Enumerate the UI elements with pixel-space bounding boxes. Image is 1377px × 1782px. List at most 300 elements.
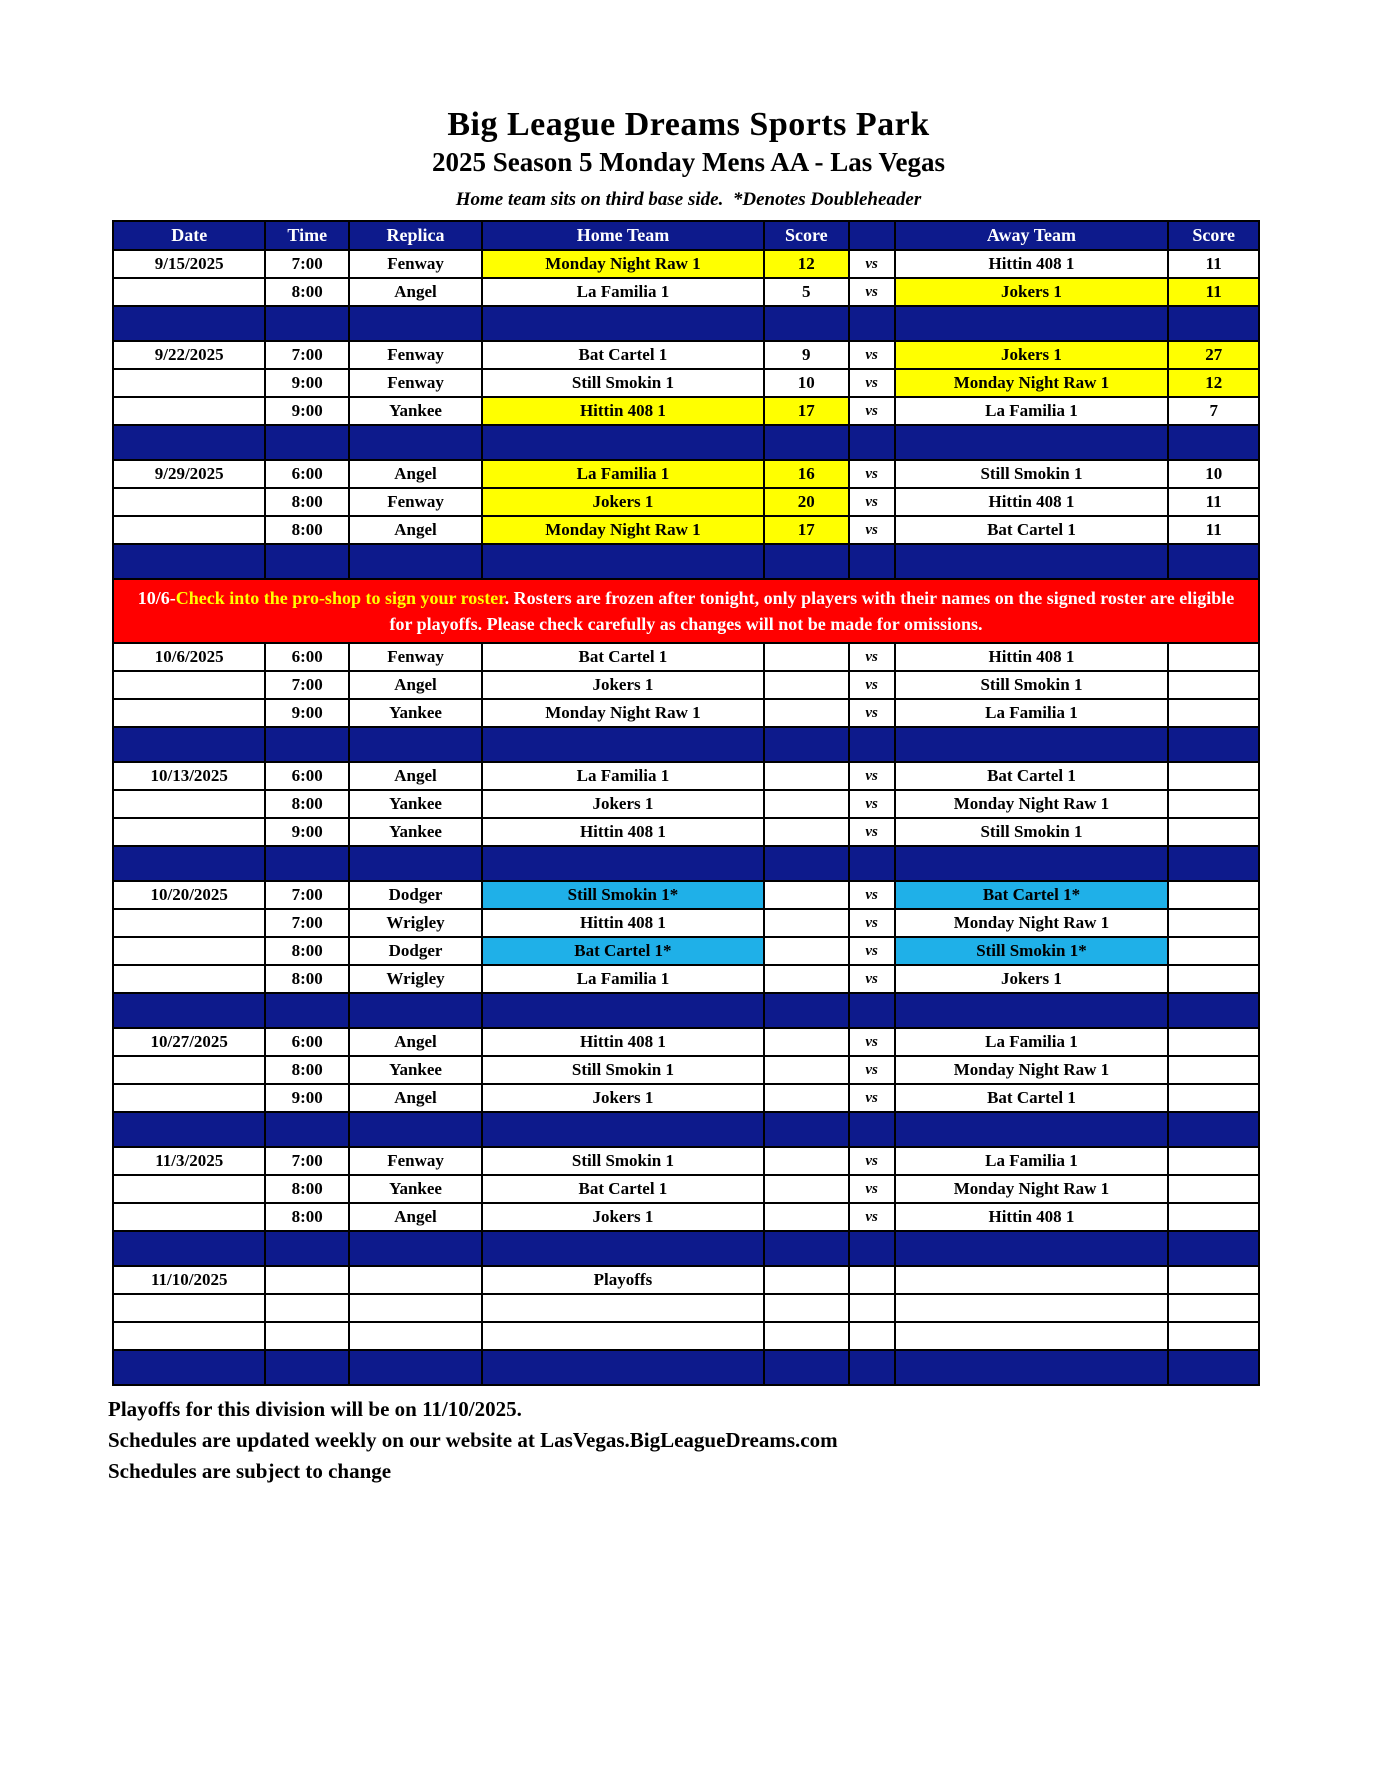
separator-row: [113, 544, 1259, 579]
home-team-cell: Jokers 1: [482, 488, 764, 516]
vs-label: vs: [849, 1028, 895, 1056]
separator-cell: [895, 425, 1169, 460]
banner-segment: Check into the pro-shop to sign your roster: [175, 588, 505, 608]
separator-cell: [895, 846, 1169, 881]
time-cell: 9:00: [265, 397, 349, 425]
replica-cell: Fenway: [349, 1147, 482, 1175]
home-score-cell: [764, 1294, 849, 1322]
roster-banner: [113, 579, 1259, 643]
game-row: [113, 937, 1259, 965]
home-team-cell: Bat Cartel 1*: [482, 937, 764, 965]
replica-cell: Yankee: [349, 790, 482, 818]
vs-label: vs: [849, 1056, 895, 1084]
game-row: [113, 1028, 1259, 1056]
separator-cell: [482, 1112, 764, 1147]
separator-cell: [265, 306, 349, 341]
time-cell: 8:00: [265, 1056, 349, 1084]
table-header: [113, 221, 1259, 250]
vs-label: vs: [849, 516, 895, 544]
home-score-cell: [764, 1028, 849, 1056]
separator-row: [113, 846, 1259, 881]
away-score-cell: 11: [1168, 278, 1259, 306]
game-row: [113, 699, 1259, 727]
header-cell-away-team: Away Team: [895, 221, 1169, 250]
separator-cell: [764, 425, 849, 460]
separator-cell: [482, 1231, 764, 1266]
date-cell: [113, 1294, 265, 1322]
vs-label: vs: [849, 460, 895, 488]
date-cell: [113, 937, 265, 965]
home-team-cell: Jokers 1: [482, 671, 764, 699]
time-cell: 8:00: [265, 278, 349, 306]
time-cell: [265, 1294, 349, 1322]
time-cell: 9:00: [265, 1084, 349, 1112]
separator-cell: [849, 544, 895, 579]
home-team-cell: Still Smokin 1: [482, 369, 764, 397]
away-score-cell: [1168, 1056, 1259, 1084]
date-cell: 9/15/2025: [113, 250, 265, 278]
replica-cell: Yankee: [349, 699, 482, 727]
away-team-cell: Monday Night Raw 1: [895, 369, 1169, 397]
away-score-cell: [1168, 1322, 1259, 1350]
away-team-cell: Hittin 408 1: [895, 488, 1169, 516]
vs-label: vs: [849, 937, 895, 965]
away-score-cell: 11: [1168, 488, 1259, 516]
vs-label: vs: [849, 671, 895, 699]
game-row: [113, 460, 1259, 488]
separator-cell: [482, 306, 764, 341]
away-team-cell: [895, 1266, 1169, 1294]
away-score-cell: 10: [1168, 460, 1259, 488]
away-team-cell: Hittin 408 1: [895, 643, 1169, 671]
home-score-cell: 5: [764, 278, 849, 306]
replica-cell: Angel: [349, 671, 482, 699]
vs-label: vs: [849, 643, 895, 671]
separator-cell: [895, 727, 1169, 762]
replica-cell: Fenway: [349, 369, 482, 397]
away-score-cell: [1168, 699, 1259, 727]
time-cell: 9:00: [265, 699, 349, 727]
separator-cell: [1168, 544, 1259, 579]
separator-cell: [265, 544, 349, 579]
separator-row: [113, 425, 1259, 460]
vs-label: vs: [849, 1147, 895, 1175]
vs-label: vs: [849, 278, 895, 306]
away-team-cell: Bat Cartel 1: [895, 516, 1169, 544]
replica-cell: Angel: [349, 1203, 482, 1231]
separator-cell: [482, 993, 764, 1028]
separator-cell: [113, 306, 265, 341]
home-score-cell: [764, 643, 849, 671]
vs-label: vs: [849, 1203, 895, 1231]
vs-label: [849, 1294, 895, 1322]
time-cell: 8:00: [265, 937, 349, 965]
away-team-cell: La Familia 1: [895, 1147, 1169, 1175]
separator-cell: [113, 1350, 265, 1385]
away-team-cell: Monday Night Raw 1: [895, 1056, 1169, 1084]
separator-cell: [265, 425, 349, 460]
schedule-table: [112, 220, 1260, 1386]
home-team-cell: Monday Night Raw 1: [482, 699, 764, 727]
footer-line-website: Schedules are updated weekly on our website at LasVegas.BigLeagueDreams.com: [108, 1428, 838, 1453]
game-row: [113, 369, 1259, 397]
time-cell: 8:00: [265, 1175, 349, 1203]
separator-cell: [265, 846, 349, 881]
away-team-cell: Monday Night Raw 1: [895, 909, 1169, 937]
replica-cell: Fenway: [349, 250, 482, 278]
home-score-cell: [764, 818, 849, 846]
game-row: [113, 671, 1259, 699]
banner-segment: . Rosters are frozen after tonight, only players with their names on the signed roster are eligible for playoffs. Please check carefully as changes will not be made for omissions.: [389, 588, 1235, 635]
separator-cell: [349, 1350, 482, 1385]
date-cell: [113, 1175, 265, 1203]
home-score-cell: [764, 1322, 849, 1350]
away-team-cell: Hittin 408 1: [895, 250, 1169, 278]
separator-cell: [349, 425, 482, 460]
game-row: [113, 488, 1259, 516]
separator-cell: [349, 544, 482, 579]
vs-label: vs: [849, 881, 895, 909]
separator-cell: [482, 544, 764, 579]
separator-cell: [1168, 1112, 1259, 1147]
game-row: [113, 643, 1259, 671]
separator-cell: [895, 1231, 1169, 1266]
separator-cell: [265, 1350, 349, 1385]
away-team-cell: Still Smokin 1: [895, 460, 1169, 488]
vs-label: vs: [849, 488, 895, 516]
home-score-cell: [764, 1084, 849, 1112]
home-team-cell: Hittin 408 1: [482, 397, 764, 425]
separator-cell: [1168, 1231, 1259, 1266]
game-row: [113, 790, 1259, 818]
away-score-cell: [1168, 1203, 1259, 1231]
separator-row: [113, 1112, 1259, 1147]
away-score-cell: [1168, 1028, 1259, 1056]
time-cell: 8:00: [265, 1203, 349, 1231]
date-cell: 10/6/2025: [113, 643, 265, 671]
home-team-cell: Hittin 408 1: [482, 909, 764, 937]
replica-cell: Angel: [349, 1028, 482, 1056]
separator-row: [113, 1231, 1259, 1266]
away-score-cell: [1168, 790, 1259, 818]
home-team-cell: [482, 1322, 764, 1350]
header-cell-replica: Replica: [349, 221, 482, 250]
home-score-cell: 9: [764, 341, 849, 369]
game-row: [113, 1175, 1259, 1203]
home-score-cell: 12: [764, 250, 849, 278]
game-row: [113, 1322, 1259, 1350]
home-score-cell: [764, 671, 849, 699]
date-cell: [113, 909, 265, 937]
replica-cell: [349, 1266, 482, 1294]
away-score-cell: [1168, 671, 1259, 699]
vs-label: vs: [849, 762, 895, 790]
away-score-cell: 27: [1168, 341, 1259, 369]
date-cell: 10/20/2025: [113, 881, 265, 909]
replica-cell: Wrigley: [349, 965, 482, 993]
game-row: [113, 1203, 1259, 1231]
separator-cell: [113, 993, 265, 1028]
time-cell: 9:00: [265, 818, 349, 846]
date-cell: [113, 516, 265, 544]
away-score-cell: 12: [1168, 369, 1259, 397]
separator-cell: [1168, 846, 1259, 881]
away-team-cell: Bat Cartel 1: [895, 1084, 1169, 1112]
home-score-cell: [764, 699, 849, 727]
banner-segment: 10/6-: [137, 588, 176, 608]
away-team-cell: Bat Cartel 1: [895, 762, 1169, 790]
game-row: [113, 1294, 1259, 1322]
game-row: [113, 250, 1259, 278]
home-team-cell: Monday Night Raw 1: [482, 516, 764, 544]
separator-cell: [849, 306, 895, 341]
home-team-cell: Playoffs: [482, 1266, 764, 1294]
separator-cell: [1168, 1350, 1259, 1385]
footer-line-subject-to-change: Schedules are subject to change: [108, 1459, 392, 1484]
away-score-cell: [1168, 937, 1259, 965]
home-score-cell: 17: [764, 397, 849, 425]
date-cell: [113, 369, 265, 397]
replica-cell: Angel: [349, 762, 482, 790]
away-score-cell: [1168, 762, 1259, 790]
away-score-cell: [1168, 1266, 1259, 1294]
vs-label: [849, 1266, 895, 1294]
time-cell: 7:00: [265, 341, 349, 369]
away-score-cell: 11: [1168, 516, 1259, 544]
replica-cell: Yankee: [349, 1056, 482, 1084]
game-row: [113, 1266, 1259, 1294]
replica-cell: Angel: [349, 278, 482, 306]
home-score-cell: [764, 909, 849, 937]
home-team-cell: La Familia 1: [482, 278, 764, 306]
home-team-cell: Hittin 408 1: [482, 818, 764, 846]
game-row: [113, 1084, 1259, 1112]
home-team-cell: Bat Cartel 1: [482, 1175, 764, 1203]
away-team-cell: [895, 1322, 1169, 1350]
separator-cell: [113, 425, 265, 460]
vs-label: vs: [849, 1175, 895, 1203]
header-cell-home-score: Score: [764, 221, 849, 250]
footer-notes: [108, 1394, 1377, 1487]
replica-cell: Angel: [349, 1084, 482, 1112]
away-score-cell: [1168, 818, 1259, 846]
home-score-cell: [764, 1203, 849, 1231]
time-cell: 7:00: [265, 1147, 349, 1175]
separator-cell: [1168, 425, 1259, 460]
away-score-cell: [1168, 965, 1259, 993]
page-subtitle: 2025 Season 5 Monday Mens AA - Las Vegas: [431, 147, 946, 177]
game-row: [113, 1147, 1259, 1175]
game-row: [113, 818, 1259, 846]
home-team-cell: Still Smokin 1*: [482, 881, 764, 909]
date-cell: 9/22/2025: [113, 341, 265, 369]
separator-cell: [113, 846, 265, 881]
date-cell: [113, 1203, 265, 1231]
separator-row: [113, 993, 1259, 1028]
away-team-cell: Hittin 408 1: [895, 1203, 1169, 1231]
date-cell: [113, 278, 265, 306]
game-row: [113, 341, 1259, 369]
game-row: [113, 1056, 1259, 1084]
date-cell: [113, 965, 265, 993]
separator-cell: [895, 1112, 1169, 1147]
time-cell: [265, 1322, 349, 1350]
header-cell-vs: [849, 221, 895, 250]
time-cell: 7:00: [265, 909, 349, 937]
away-team-cell: [895, 1294, 1169, 1322]
separator-cell: [482, 846, 764, 881]
date-cell: [113, 1322, 265, 1350]
separator-cell: [895, 544, 1169, 579]
date-cell: 10/13/2025: [113, 762, 265, 790]
separator-cell: [764, 306, 849, 341]
away-score-cell: 7: [1168, 397, 1259, 425]
separator-cell: [764, 727, 849, 762]
separator-cell: [1168, 306, 1259, 341]
time-cell: 6:00: [265, 1028, 349, 1056]
separator-cell: [764, 1231, 849, 1266]
away-score-cell: [1168, 1175, 1259, 1203]
separator-cell: [113, 544, 265, 579]
home-score-cell: 10: [764, 369, 849, 397]
vs-label: vs: [849, 1084, 895, 1112]
away-score-cell: [1168, 881, 1259, 909]
time-cell: 8:00: [265, 790, 349, 818]
separator-cell: [482, 727, 764, 762]
time-cell: 8:00: [265, 488, 349, 516]
replica-cell: Yankee: [349, 1175, 482, 1203]
away-score-cell: [1168, 1084, 1259, 1112]
time-cell: [265, 1266, 349, 1294]
date-cell: [113, 488, 265, 516]
date-cell: [113, 1084, 265, 1112]
time-cell: 8:00: [265, 516, 349, 544]
date-cell: 10/27/2025: [113, 1028, 265, 1056]
away-team-cell: Still Smokin 1: [895, 818, 1169, 846]
away-team-cell: Monday Night Raw 1: [895, 1175, 1169, 1203]
game-row: [113, 278, 1259, 306]
home-team-cell: Monday Night Raw 1: [482, 250, 764, 278]
separator-row: [113, 727, 1259, 762]
vs-label: vs: [849, 965, 895, 993]
replica-cell: Fenway: [349, 341, 482, 369]
away-score-cell: [1168, 1147, 1259, 1175]
home-team-cell: Still Smokin 1: [482, 1147, 764, 1175]
time-cell: 7:00: [265, 250, 349, 278]
header-cell-date: Date: [113, 221, 265, 250]
home-score-cell: [764, 762, 849, 790]
separator-cell: [895, 993, 1169, 1028]
separator-cell: [265, 1112, 349, 1147]
home-team-cell: Hittin 408 1: [482, 1028, 764, 1056]
time-cell: 6:00: [265, 643, 349, 671]
separator-cell: [113, 727, 265, 762]
separator-cell: [349, 846, 482, 881]
page-title: Big League Dreams Sports Park: [447, 106, 930, 143]
separator-cell: [849, 1112, 895, 1147]
away-score-cell: [1168, 1294, 1259, 1322]
home-team-cell: Jokers 1: [482, 790, 764, 818]
home-score-cell: 20: [764, 488, 849, 516]
vs-label: vs: [849, 909, 895, 937]
replica-cell: Dodger: [349, 881, 482, 909]
roster-banner-row: [113, 579, 1259, 643]
home-team-cell: La Familia 1: [482, 460, 764, 488]
separator-cell: [113, 1112, 265, 1147]
home-team-cell: La Familia 1: [482, 762, 764, 790]
replica-cell: Yankee: [349, 397, 482, 425]
away-team-cell: Jokers 1: [895, 965, 1169, 993]
separator-cell: [764, 993, 849, 1028]
replica-cell: Wrigley: [349, 909, 482, 937]
game-row: [113, 397, 1259, 425]
vs-label: vs: [849, 369, 895, 397]
time-cell: 7:00: [265, 671, 349, 699]
away-team-cell: La Familia 1: [895, 699, 1169, 727]
separator-cell: [764, 544, 849, 579]
separator-row: [113, 306, 1259, 341]
replica-cell: Fenway: [349, 643, 482, 671]
date-cell: 11/3/2025: [113, 1147, 265, 1175]
replica-cell: Dodger: [349, 937, 482, 965]
time-cell: 7:00: [265, 881, 349, 909]
separator-cell: [849, 846, 895, 881]
home-score-cell: [764, 1175, 849, 1203]
separator-cell: [1168, 727, 1259, 762]
home-team-cell: Bat Cartel 1: [482, 341, 764, 369]
away-team-cell: Still Smokin 1: [895, 671, 1169, 699]
away-team-cell: Bat Cartel 1*: [895, 881, 1169, 909]
vs-label: vs: [849, 341, 895, 369]
time-cell: 8:00: [265, 965, 349, 993]
home-team-note: Home team sits on third base side. *Denotes Doubleheader: [455, 189, 922, 210]
separator-cell: [895, 1350, 1169, 1385]
date-cell: [113, 818, 265, 846]
home-score-cell: [764, 965, 849, 993]
away-score-cell: [1168, 909, 1259, 937]
home-score-cell: [764, 937, 849, 965]
away-team-cell: La Familia 1: [895, 1028, 1169, 1056]
date-cell: [113, 671, 265, 699]
home-team-cell: [482, 1294, 764, 1322]
home-team-cell: Jokers 1: [482, 1084, 764, 1112]
separator-row: [113, 1350, 1259, 1385]
home-score-cell: 17: [764, 516, 849, 544]
separator-cell: [349, 1231, 482, 1266]
separator-cell: [265, 727, 349, 762]
replica-cell: [349, 1322, 482, 1350]
game-row: [113, 762, 1259, 790]
separator-cell: [482, 1350, 764, 1385]
home-score-cell: [764, 1056, 849, 1084]
separator-cell: [849, 425, 895, 460]
game-row: [113, 881, 1259, 909]
time-cell: 6:00: [265, 460, 349, 488]
away-team-cell: Monday Night Raw 1: [895, 790, 1169, 818]
replica-cell: Fenway: [349, 488, 482, 516]
replica-cell: Angel: [349, 460, 482, 488]
home-score-cell: 16: [764, 460, 849, 488]
home-team-cell: Still Smokin 1: [482, 1056, 764, 1084]
separator-cell: [349, 306, 482, 341]
table-body: [113, 250, 1259, 1385]
vs-label: vs: [849, 699, 895, 727]
date-cell: [113, 790, 265, 818]
away-team-cell: La Familia 1: [895, 397, 1169, 425]
vs-label: vs: [849, 818, 895, 846]
home-team-cell: Bat Cartel 1: [482, 643, 764, 671]
vs-label: vs: [849, 790, 895, 818]
